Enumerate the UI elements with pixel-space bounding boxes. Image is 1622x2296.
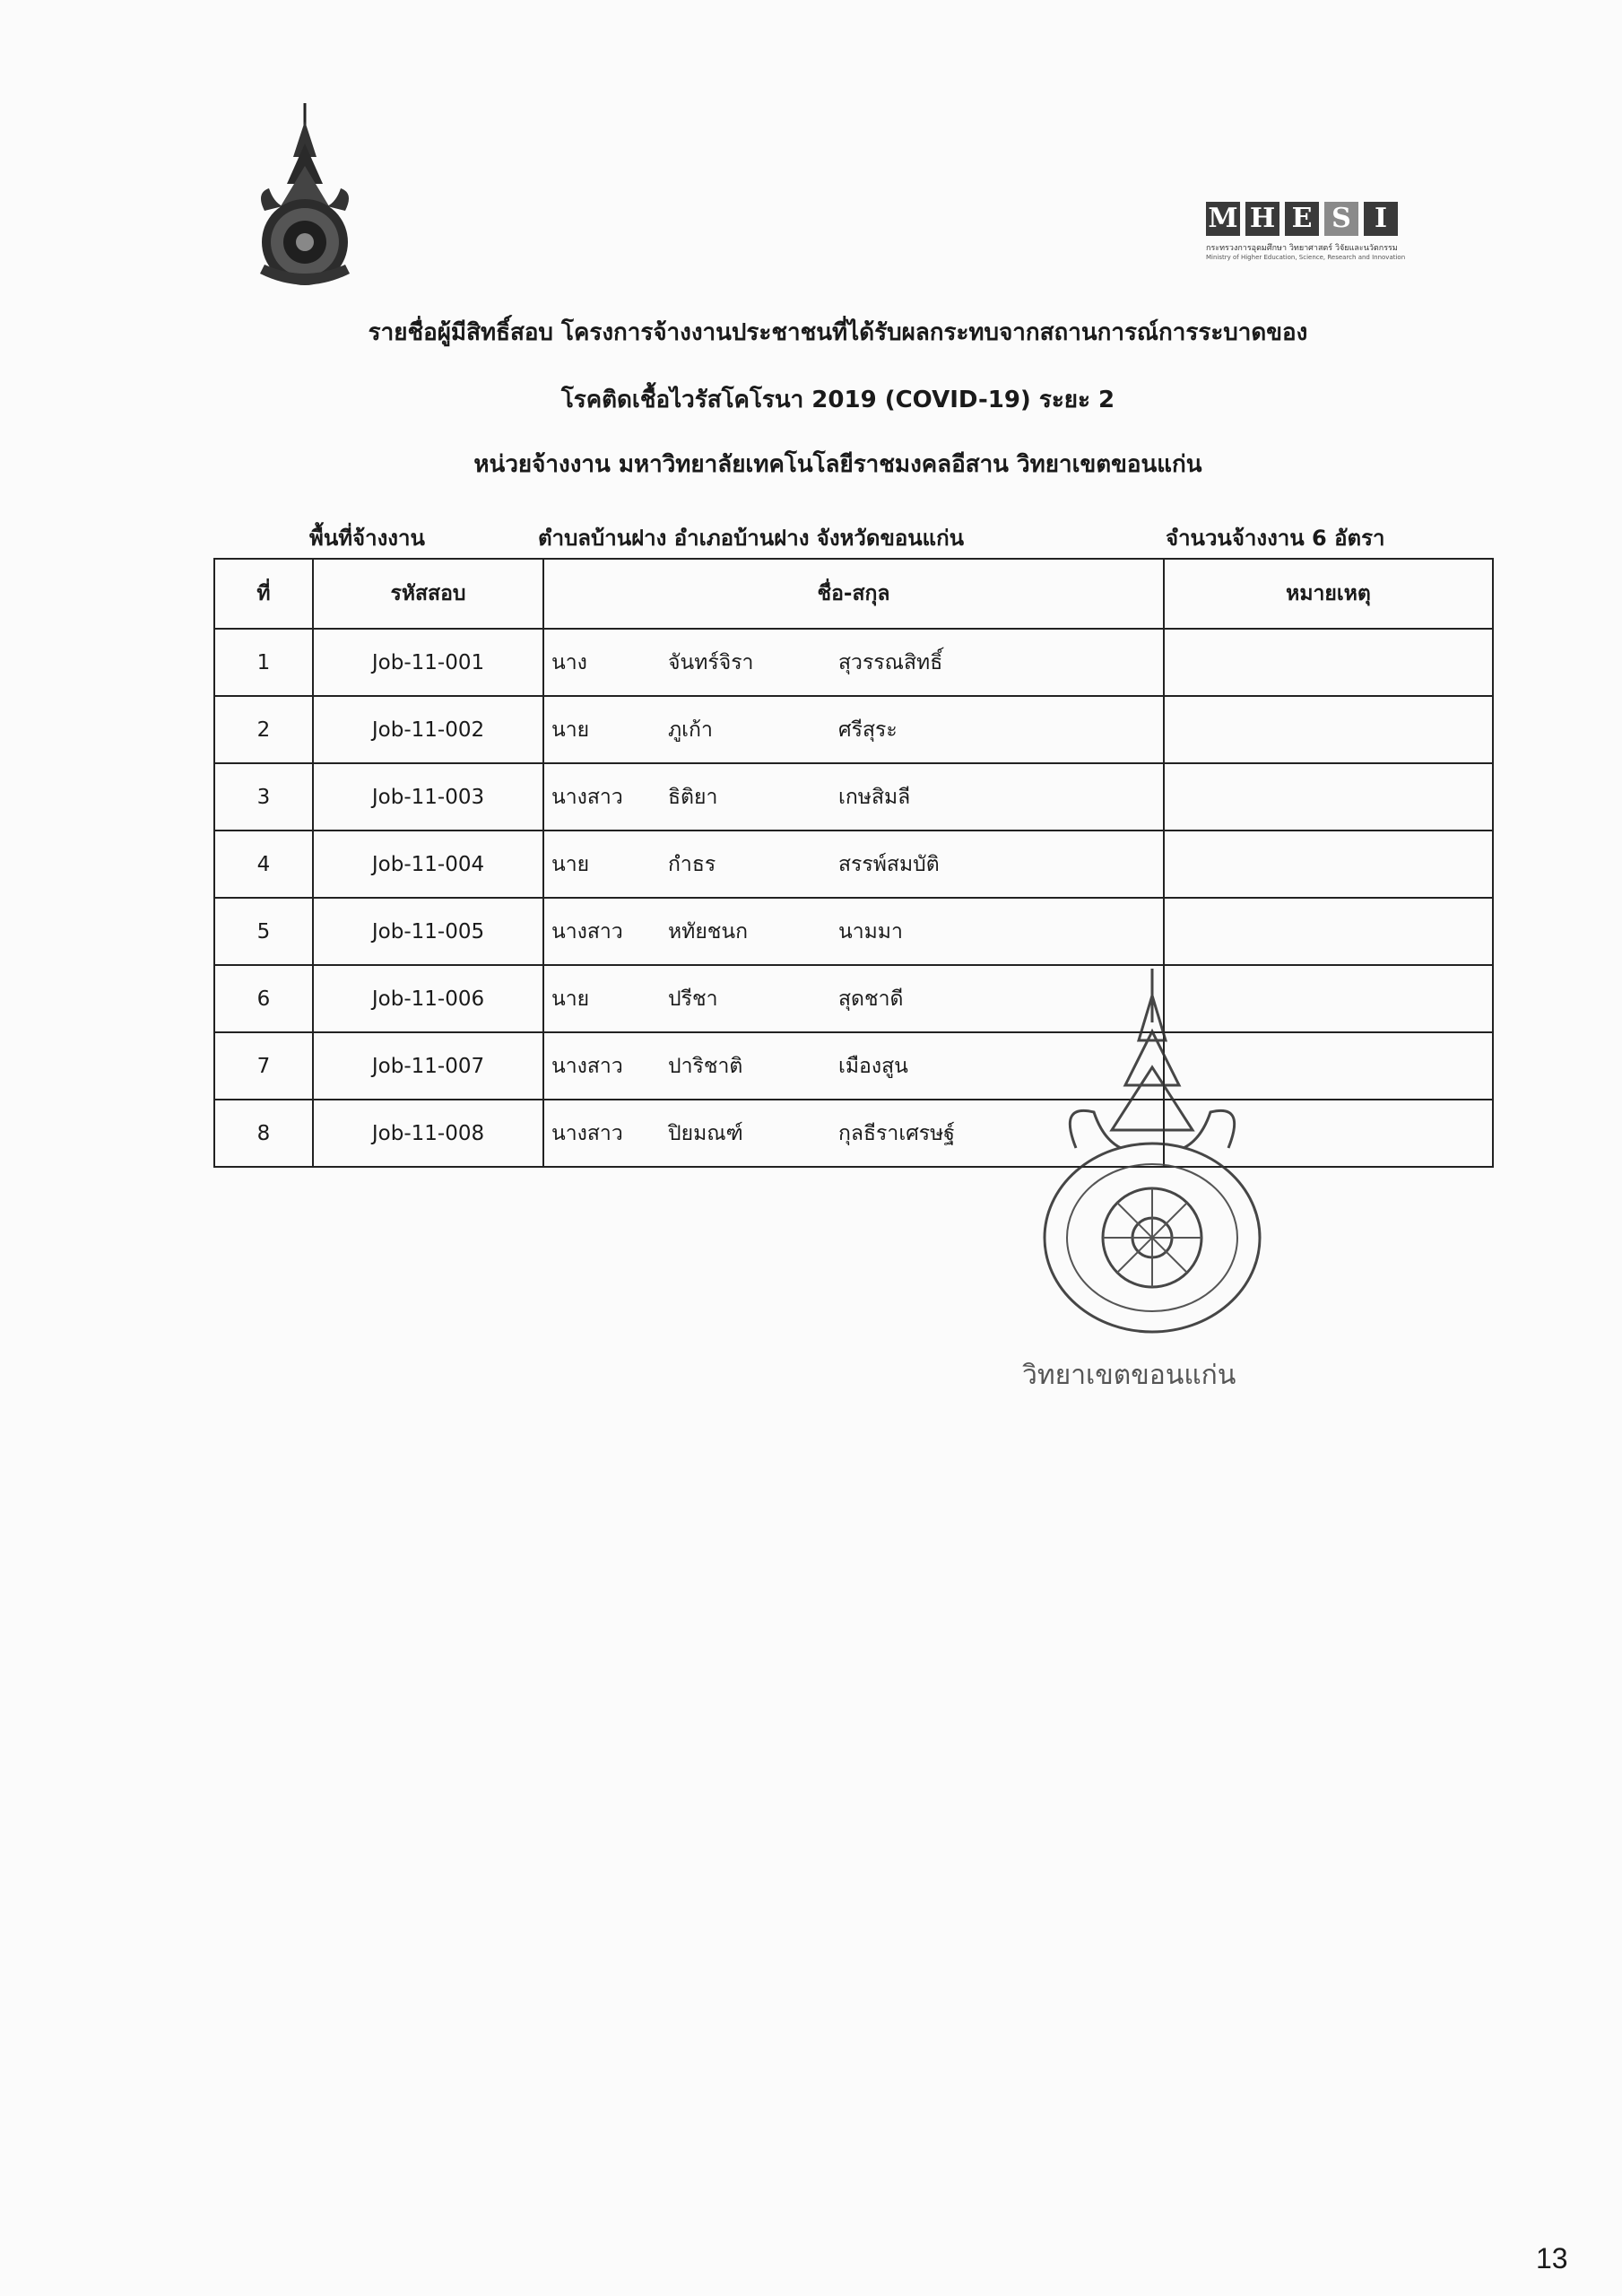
mhesi-letter: H xyxy=(1245,202,1279,236)
first-name: ปรีชา xyxy=(668,987,718,1011)
area-value: ตำบลบ้านฝาง อำเภอบ้านฝาง จังหวัดขอนแก่น xyxy=(538,526,965,551)
cell-exam-code: Job-11-005 xyxy=(313,898,543,965)
first-name: กำธร xyxy=(668,852,716,876)
last-name: นามมา xyxy=(838,919,903,944)
cell-no: 5 xyxy=(214,898,313,965)
table-row xyxy=(214,763,1493,831)
first-name: ภูเก้า xyxy=(668,718,713,742)
area-label: พื้นที่จ้างงาน xyxy=(309,526,425,551)
first-name: จันทร์จิรา xyxy=(668,650,754,674)
name-title: นาย xyxy=(551,987,590,1011)
table-row xyxy=(214,696,1493,763)
cell-note xyxy=(1164,696,1493,763)
mhesi-subtitle-th: กระทรวงการอุดมศึกษา วิทยาศาสตร์ วิจัยและนวัตกรรม xyxy=(1206,244,1398,253)
cell-full-name xyxy=(543,629,1164,696)
cell-no: 3 xyxy=(214,763,313,831)
last-name: สุดชาดี xyxy=(838,987,904,1011)
table-row xyxy=(214,1100,1493,1167)
header-note: หมายเหตุ xyxy=(1164,559,1493,629)
cell-note xyxy=(1164,629,1493,696)
mhesi-logo xyxy=(1206,202,1475,283)
last-name: เมืองสูน xyxy=(838,1054,908,1078)
seal-caption: วิทยาเขตขอนแก่น xyxy=(1022,1360,1236,1391)
last-name: เกษสิมลี xyxy=(838,785,911,809)
table-row xyxy=(214,831,1493,898)
header-code: รหัสสอบ xyxy=(313,559,543,629)
name-title: นางสาว xyxy=(551,785,623,809)
cell-full-name xyxy=(543,696,1164,763)
university-seal-stamp xyxy=(1031,969,1273,1417)
table-row xyxy=(214,629,1493,696)
document-title-line1: รายชื่อผู้มีสิทธิ์สอบ โครงการจ้างงานประชาชนที่ได้รับผลกระทบจากสถานการณ์การระบาดของ xyxy=(368,319,1308,346)
cell-no: 4 xyxy=(214,831,313,898)
candidate-table xyxy=(213,558,1494,1168)
cell-no: 8 xyxy=(214,1100,313,1167)
document-title-line2: โรคติดเชื้อไวรัสโคโรนา 2019 (COVID-19) ระยะ 2 xyxy=(560,387,1115,413)
mhesi-letter: I xyxy=(1364,202,1398,236)
cell-note xyxy=(1164,831,1493,898)
mhesi-letter: M xyxy=(1206,202,1240,236)
mhesi-letter: S xyxy=(1324,202,1358,236)
cell-no: 7 xyxy=(214,1032,313,1100)
cell-full-name xyxy=(543,831,1164,898)
cell-full-name xyxy=(543,898,1164,965)
cell-note xyxy=(1164,898,1493,965)
first-name: ปาริชาติ xyxy=(668,1054,743,1078)
cell-no: 6 xyxy=(214,965,313,1032)
cell-exam-code: Job-11-004 xyxy=(313,831,543,898)
cell-note xyxy=(1164,763,1493,831)
table-header-row xyxy=(214,559,1493,629)
table-row xyxy=(214,1032,1493,1100)
first-name: ธิติยา xyxy=(668,785,718,809)
cell-no: 2 xyxy=(214,696,313,763)
header-no: ที่ xyxy=(214,559,313,629)
cell-exam-code: Job-11-001 xyxy=(313,629,543,696)
cell-no: 1 xyxy=(214,629,313,696)
cell-exam-code: Job-11-007 xyxy=(313,1032,543,1100)
first-name: หทัยชนก xyxy=(668,919,749,944)
name-title: นางสาว xyxy=(551,1121,623,1145)
cell-exam-code: Job-11-002 xyxy=(313,696,543,763)
name-title: นางสาว xyxy=(551,1054,623,1078)
cell-exam-code: Job-11-008 xyxy=(313,1100,543,1167)
last-name: สุวรรณสิทธิ์ xyxy=(838,650,943,674)
header-name: ชื่อ-สกุล xyxy=(543,559,1164,629)
cell-exam-code: Job-11-003 xyxy=(313,763,543,831)
name-title: นาย xyxy=(551,852,590,876)
cell-exam-code: Job-11-006 xyxy=(313,965,543,1032)
mhesi-letter: E xyxy=(1285,202,1319,236)
table-row xyxy=(214,965,1493,1032)
table-row xyxy=(214,898,1493,965)
employment-count: จำนวนจ้างงาน 6 อัตรา xyxy=(1166,526,1385,551)
name-title: นางสาว xyxy=(551,919,623,944)
name-title: นาย xyxy=(551,718,590,742)
cell-full-name xyxy=(543,763,1164,831)
university-emblem-icon xyxy=(247,103,363,287)
last-name: ศรีสุระ xyxy=(838,718,898,742)
first-name: ปิยมณฑ์ xyxy=(668,1121,743,1145)
page-number: 13 xyxy=(1536,2242,1568,2274)
name-title: นาง xyxy=(551,650,587,674)
document-title-line3: หน่วยจ้างงาน มหาวิทยาลัยเทคโนโลยีราชมงคลอีสาน วิทยาเขตขอนแก่น xyxy=(473,451,1202,478)
last-name: กุลธีราเศรษฐ์ xyxy=(838,1121,955,1145)
last-name: สรรพ์สมบัติ xyxy=(838,852,940,876)
mhesi-subtitle-en: Ministry of Higher Education, Science, Research and Innovation xyxy=(1206,254,1406,261)
